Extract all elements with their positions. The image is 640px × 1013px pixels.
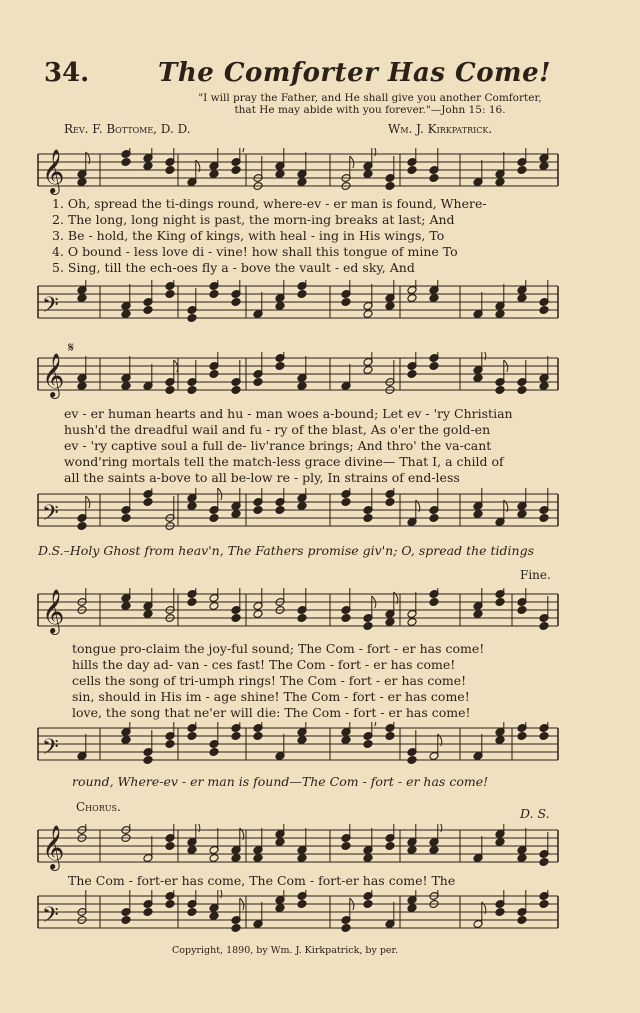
svg-text:𝄞: 𝄞 xyxy=(42,353,65,397)
segno-sign: 𝄋 xyxy=(68,340,75,356)
lyric-line-1-5: 5. Sing, till the ech-oes fly a - bove the vault - ed sky, And xyxy=(52,260,415,275)
svg-text:𝄞: 𝄞 xyxy=(42,825,65,869)
lyric-line-4-1: The Com - fort-er has come, The Com - fort-er has come! The xyxy=(68,873,456,888)
hymn-number: 34. xyxy=(44,58,90,88)
hymn-title: The Comforter Has Come! xyxy=(158,58,552,88)
lyric-line-3-4: sin, should in His im - age shine! The Com - fort - er has come! xyxy=(72,689,470,704)
bass-staff-3 xyxy=(0,722,640,772)
svg-text:𝄢: 𝄢 xyxy=(42,903,59,933)
copyright: Copyright, 1890, by Wm. J. Kirkpatrick, by per. xyxy=(172,945,399,956)
lyric-line-3-5: love, the song that ne'er will die: The Com - fort - er has come! xyxy=(72,705,471,720)
credit-words: Rev. F. Bottome, D. D. xyxy=(64,122,191,136)
lyric-line-3-1: tongue pro-claim the joy-ful sound; The Com - fort - er has come! xyxy=(72,641,485,656)
lyric-line-2-1: ev - er human hearts and hu - man woes a-bound; Let ev - 'ry Christian xyxy=(64,406,513,421)
lyric-line-2-2: hush'd the dreadful wail and fu - ry of the blast, As o'er the gold-en xyxy=(64,422,491,437)
svg-text:𝄢: 𝄢 xyxy=(42,735,59,765)
fine-mark: Fine. xyxy=(520,568,551,582)
lyric-line-1-3: 3. Be - hold, the King of kings, with heal - ing in His wings, To xyxy=(52,228,445,243)
chorus-label: Chorus. xyxy=(76,800,121,814)
epigraph-line-2: that He may abide with you forever."—John 15: 16. xyxy=(234,104,506,116)
ds-instruction: D.S.–Holy Ghost from heav'n, The Fathers promise giv'n; O, spread the tidings xyxy=(38,543,535,558)
treble-staff-1 xyxy=(0,148,640,198)
svg-text:𝄢: 𝄢 xyxy=(42,293,59,323)
treble-staff-2 xyxy=(0,352,640,402)
lyric-line-1-1: 1. Oh, spread the ti-dings round, where-ev - er man is found, Where- xyxy=(52,196,487,211)
bass-staff-1 xyxy=(0,280,640,330)
lyric-line-3-2: hills the day ad- van - ces fast! The Com - fort - er has come! xyxy=(72,657,456,672)
svg-text:𝄞: 𝄞 xyxy=(42,589,65,633)
treble-staff-4 xyxy=(0,824,640,874)
lyric-line-1-4: 4. O bound - less love di - vine! how shall this tongue of mine To xyxy=(52,244,458,259)
lyric-line-3-3: cells the song of tri-umph rings! The Com - fort - er has come! xyxy=(72,673,467,688)
ds-mark: D. S. xyxy=(520,806,550,821)
lyric-line-2-3: ev - 'ry captive soul a full de- liv'rance brings; And thro' the va-cant xyxy=(64,438,492,453)
bass-staff-4 xyxy=(0,890,640,940)
lyric-line-1-2: 2. The long, long night is past, the morn-ing breaks at last; And xyxy=(52,212,455,227)
epigraph-line-1: "I will pray the Father, and He shall give you another Comforter, xyxy=(198,92,542,104)
bass-staff-2 xyxy=(0,488,640,538)
treble-staff-3 xyxy=(0,588,640,638)
svg-text:𝄞: 𝄞 xyxy=(42,149,65,193)
lyric-line-2-4: wond'ring mortals tell the match-less grace divine— That I, a child of xyxy=(64,454,504,469)
lyric-line-2-5: all the saints a-bove to all be-low re - ply, In strains of end-less xyxy=(64,470,460,485)
ds-bottom-text: round, Where-ev - er man is found—The Com - fort - er has come! xyxy=(72,774,489,789)
svg-text:𝄢: 𝄢 xyxy=(42,501,59,531)
credit-music: Wm. J. Kirkpatrick. xyxy=(388,122,493,136)
